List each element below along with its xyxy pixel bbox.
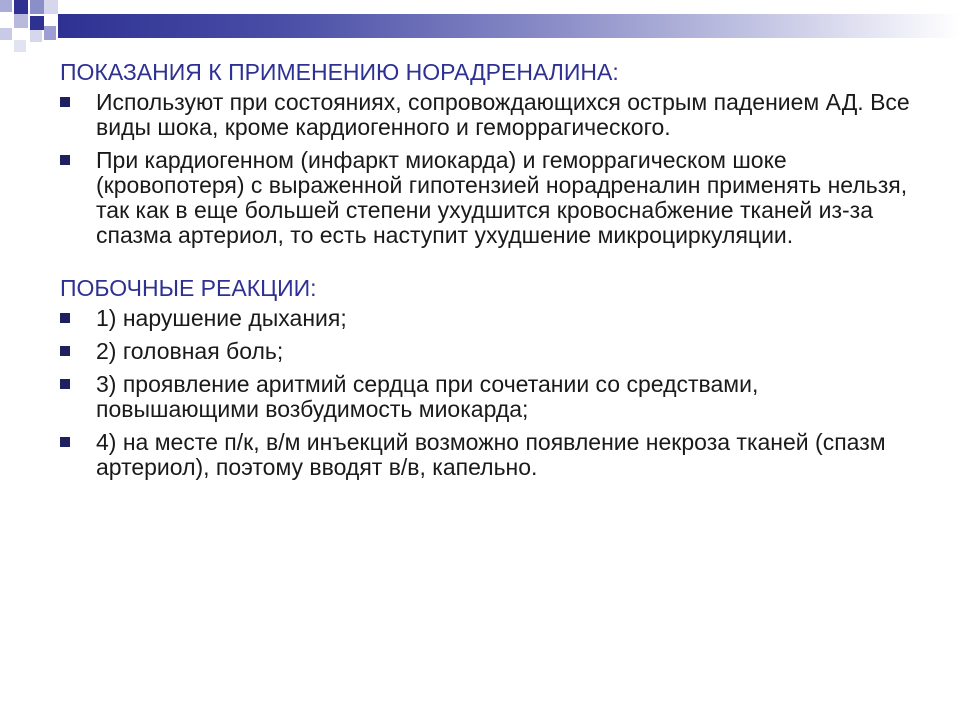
list-item-text: 3) проявление аритмий сердца при сочетании со средствами, повышающими возбудимость миокарда; xyxy=(96,371,759,422)
decor-square xyxy=(30,30,42,42)
section-heading-indications: ПОКАЗАНИЯ К ПРИМЕНЕНИЮ НОРАДРЕНАЛИНА: xyxy=(60,59,619,85)
list-item-text: 1) нарушение дыхания; xyxy=(96,305,347,331)
list-item-text: 4) на месте п/к, в/м инъекций возможно появление некроза тканей (спазм артериол), поэтому вводят в/в, капельно. xyxy=(96,429,886,480)
header-gradient-bar xyxy=(58,14,960,38)
decor-square xyxy=(0,28,12,40)
list-item xyxy=(60,339,920,364)
list-item xyxy=(60,90,920,140)
list-item xyxy=(60,148,920,248)
square-bullet-icon xyxy=(60,313,70,323)
list-item xyxy=(60,372,920,422)
decor-square xyxy=(44,26,56,40)
list-item-text: Используют при состояниях, сопровождающихся острым падением АД. Все виды шока, кроме кардиогенного и геморрагического. xyxy=(96,89,910,140)
square-bullet-icon xyxy=(60,97,70,107)
list-item xyxy=(60,430,920,480)
list-item-text: При кардиогенном (инфаркт миокарда) и геморрагическом шоке (кровопотеря) с выраженной гипотензией норадреналин применять нельзя, так как в еще большей степени ухудшится кровоснабжение тканей из-за спазма артериол, то есть наступит ухудшение микроциркуляции. xyxy=(96,147,908,248)
decor-square xyxy=(14,0,28,14)
list-item xyxy=(60,306,920,331)
decor-square xyxy=(44,0,58,14)
square-bullet-icon xyxy=(60,155,70,165)
side-effects-list xyxy=(60,306,920,480)
indications-list xyxy=(60,90,920,248)
decor-square xyxy=(0,0,12,12)
decor-square xyxy=(14,40,26,52)
decor-square xyxy=(14,14,28,28)
square-bullet-icon xyxy=(60,379,70,389)
decor-square xyxy=(30,0,44,14)
section-heading-side-effects: ПОБОЧНЫЕ РЕАКЦИИ: xyxy=(60,275,317,301)
decor-square xyxy=(30,16,44,30)
slide-content xyxy=(60,58,920,488)
square-bullet-icon xyxy=(60,346,70,356)
list-item-text: 2) головная боль; xyxy=(96,338,284,364)
square-bullet-icon xyxy=(60,437,70,447)
